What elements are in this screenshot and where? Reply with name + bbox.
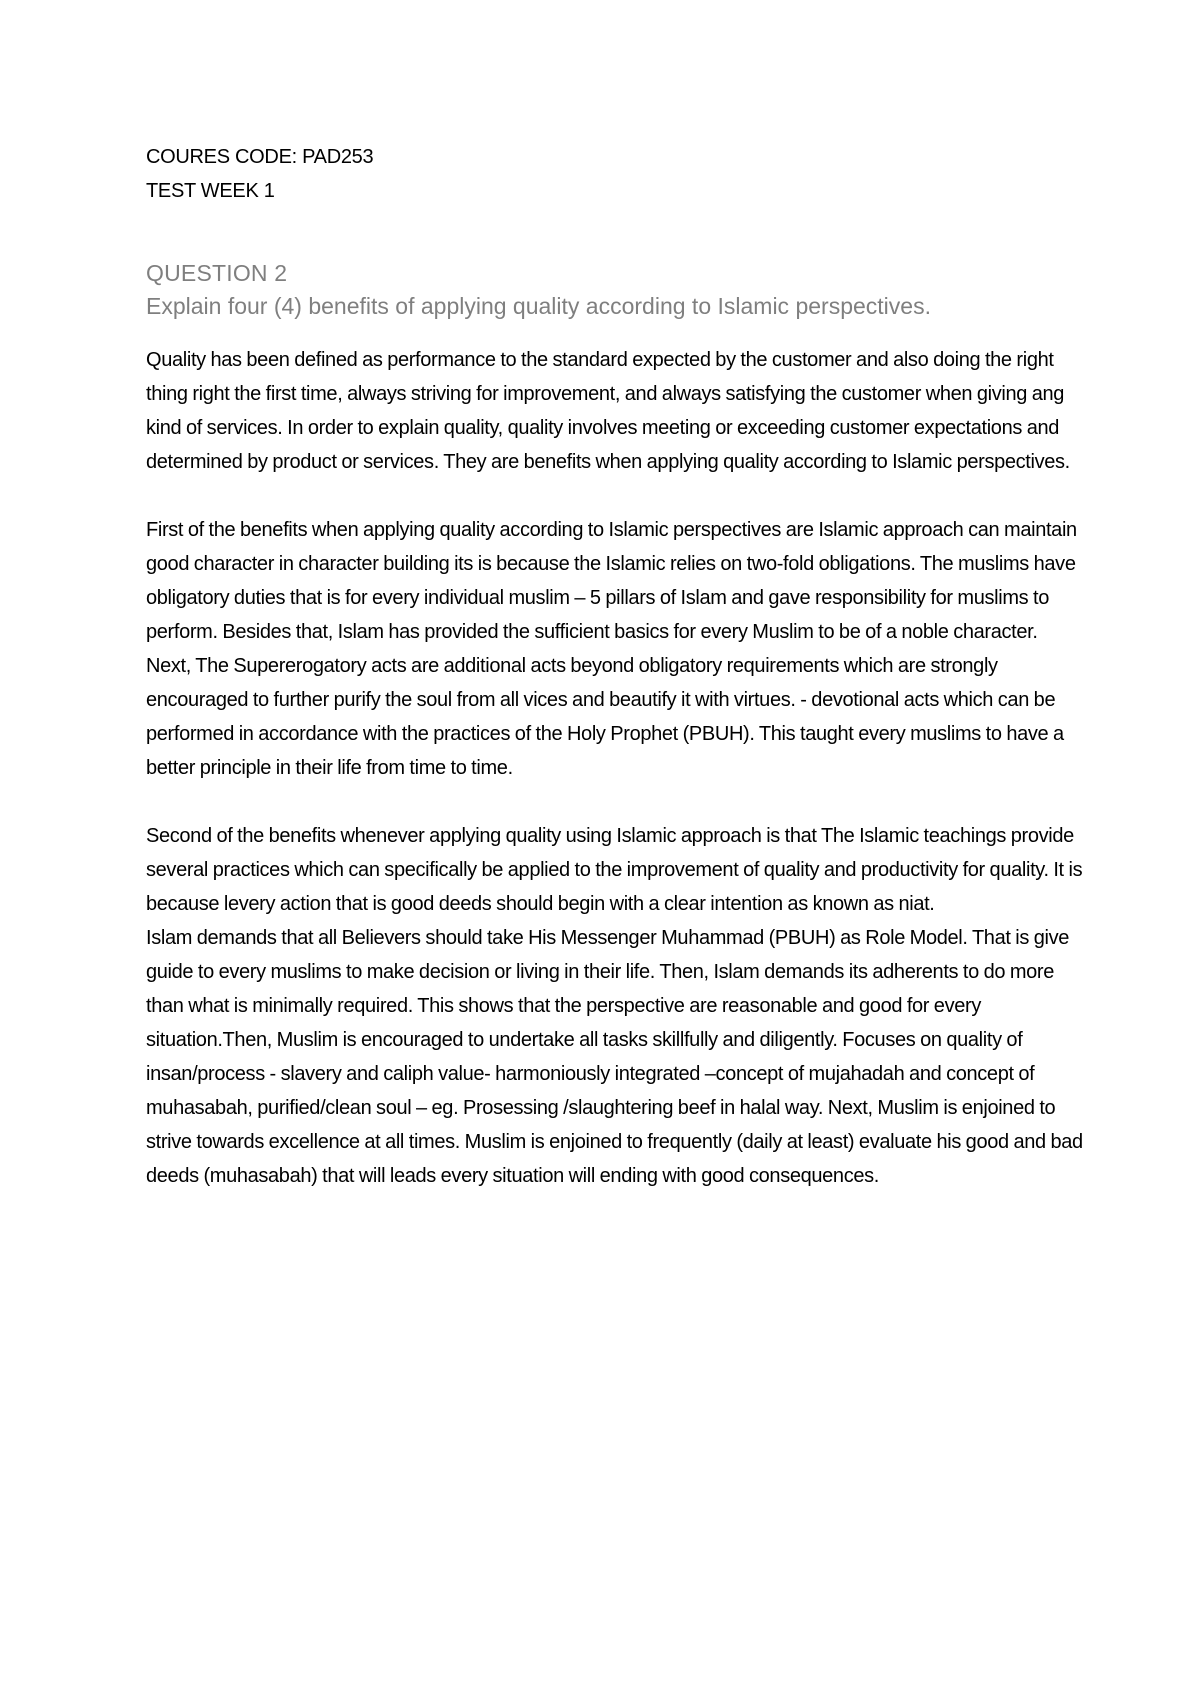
answer-paragraph-second-benefit: Second of the benefits whenever applying quality using Islamic approach is that The Islamic teachings provide several practices which can specifically be applied to the improvement of quality and productivity for quality. It is because levery action that is good deeds should begin with a clear intention as known as niat. (146, 825, 1083, 915)
document-body (146, 140, 1086, 1193)
question-block (146, 256, 1086, 323)
answer-paragraph-intro: Quality has been defined as performance to the standard expected by the customer and also doing the right thing right the first time, always striving for improvement, and always satisfying the customer when giving ang kind of services. In order to explain quality, quality involves meeting or exceeding customer expectations and determined by product or services. They are benefits when applying quality according to Islamic perspectives. (146, 349, 1070, 473)
question-text: Explain four (4) benefits of applying quality according to Islamic perspectives. (146, 293, 931, 319)
course-code: COURES CODE: PAD253 (146, 146, 374, 168)
test-week: TEST WEEK 1 (146, 180, 275, 202)
answer-paragraph-first-benefit: First of the benefits when applying quality according to Islamic perspectives are Islamic approach can maintain good character in character building its is because the Islamic relies on two-fold obligations. The muslims have obligatory duties that is for every individual muslim – 5 pillars of Islam and gave responsibility for muslims to perform. Besides that, Islam has provided the sufficient basics for every Muslim to be of a noble character. Next, The Supererogatory acts are additional acts beyond obligatory requirements which are strongly encouraged to further purify the soul from all vices and beautify it with virtues. - devotional acts which can be performed in accordance with the practices of the Holy Prophet (PBUH). This taught every muslims to have a better principle in their life from time to time. (146, 519, 1077, 779)
question-label: QUESTION 2 (146, 260, 288, 286)
answer-paragraph-role-model: Islam demands that all Believers should take His Messenger Muhammad (PBUH) as Role Model. That is give guide to every muslims to make decision or living in their life. Then, Islam demands its adherents to do more than what is minimally required. This shows that the perspective are reasonable and good for every situation.Then, Muslim is encouraged to undertake all tasks skillfully and diligently. Focuses on quality of insan/process - slavery and caliph value- harmoniously integrated –concept of mujahadah and concept of muhasabah, purified/clean soul – eg. Prosessing /slaughtering beef in halal way. Next, Muslim is enjoined to strive towards excellence at all times. Muslim is enjoined to frequently (daily at least) evaluate his good and bad deeds (muhasabah) that will leads every situation will ending with good consequences. (146, 927, 1083, 1187)
